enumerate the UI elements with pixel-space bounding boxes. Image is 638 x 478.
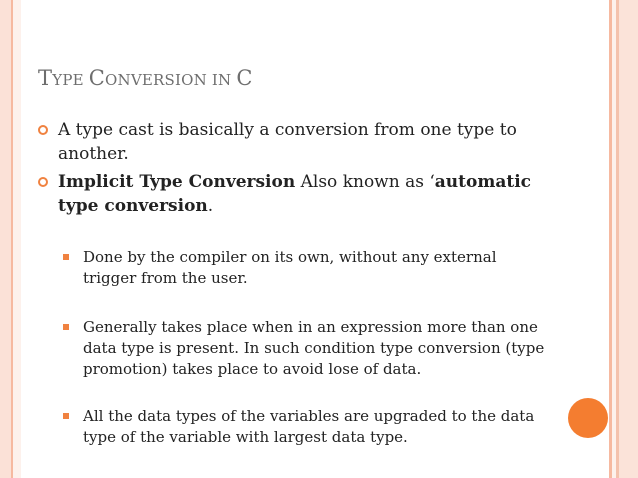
left-border-stripe [0,0,11,478]
sub-bullet-text: All the data types of the variables are upgraded to the data type of the variable with largest data type. [83,407,535,446]
sub-bullet-text: Generally takes place when in an expression more than one data type is present. In such condition type conversion (type promotion) takes place to avoid lose of data. [83,318,545,378]
bullet-tail: . [207,196,214,216]
bullet-text [58,170,548,218]
slide-title [38,66,253,90]
square-bullet-icon [63,324,69,330]
bullet-text: A type cast is basically a conversion from one type to another. [58,120,517,164]
title-small-1: YPE [52,71,89,89]
title-cap-3: C [236,66,253,90]
sub-bullet-text: Done by the compiler on its own, without any external trigger from the user. [83,248,497,287]
title-cap-1: T [38,66,53,90]
bullet-bold-term-2: automatic type conversion [58,172,531,216]
title-small-2: ONVERSION IN [105,71,237,89]
ring-bullet-icon [38,125,48,135]
bullet-normal-text: Also known as ‘ [295,172,435,192]
square-bullet-icon [63,413,69,419]
square-bullet-icon [63,254,69,260]
right-border-stripe [619,0,638,478]
ring-bullet-icon [38,177,48,187]
bullet-bold-term: Implicit Type Conversion [58,172,296,192]
decorative-circle [568,398,608,438]
left-border-light [13,0,21,478]
title-cap-2: C [88,66,106,90]
